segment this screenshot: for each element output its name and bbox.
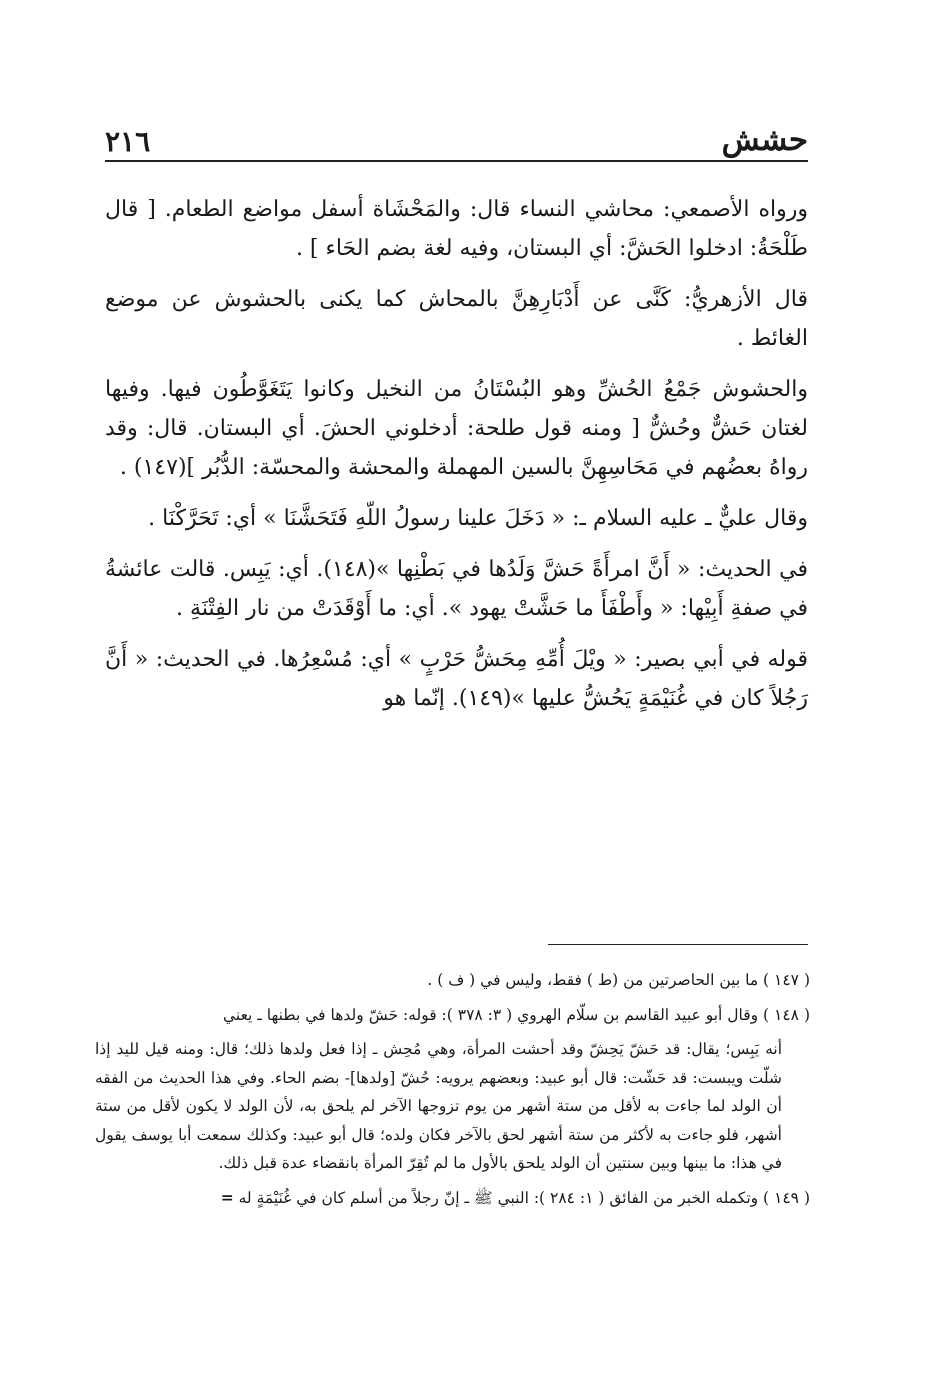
footnotes (95, 966, 810, 1218)
footnote-149 (95, 1184, 810, 1213)
footnote-148-continuation: أنه يَبِس؛ يقال: قد حَشّ يَحِشّ وقد أحشت المرأة، وهي مُحِش ـ إذا فعل ولدها ذلك؛ قال: ومنه قيل لليد إذا شلّت ويبست: قد حَشّت: قال أبو عبيد: وبعضهم يرويه: حُشّ [ولدها]- بضم الحاء. وفي هذا الحديث من الفقه أن الولد لما جاءت به لأقل من ستة أشهر من يوم تزوجها الآخر لم يلحق به، لأن الولد لا يكون لأقل من ستة أشهر، فلو جاءت به لأكثر من ستة أشهر لحق بالآخر فكان ولده؛ قال أبو عبيد: وكذلك سمعت أبا يوسف يقول في هذا: ما بينها وبين سنتين أن الولد يلحق بالأول ما لم تُقِرّ المرأة بانقضاء عدة قبل ذلك. (95, 1040, 782, 1172)
running-title: حشش (721, 122, 808, 158)
footnote-147: ( ١٤٧ ) ما بين الحاصرتين من (ط ) فقط، وليس في ( ف ) . (427, 971, 810, 989)
page-header (105, 108, 808, 158)
continuation-mark: = (220, 1187, 234, 1207)
footnote-149-text: ( ١٤٩ ) وتكمله الخبر من الفائق ( ١: ٢٨٤ ): النبي ﷺ ـ إنّ رجلاً من أسلم كان في غُنَيْمَةٍ له (238, 1188, 810, 1207)
paragraph: قوله في أبي بصير: « ويْلَ أُمِّهِ مِحَشُّ حَرْبٍ » أي: مُسْعِرُها. في الحديث: « أَنَّ رَجُلاً كان في غُنَيْمَةٍ يَحُشُّ عليها »(١٤٩). إنّما هو (105, 647, 808, 711)
header-rule (105, 160, 808, 162)
main-text (105, 190, 808, 730)
footnote-148: ( ١٤٨ ) وقال أبو عبيد القاسم بن سلّام الهروي ( ٣: ٣٧٨ ): قوله: حَشّ ولدها في بطنها ـ يعني (222, 1005, 810, 1024)
paragraph: في الحديث: « أَنَّ امرأَةً حَشَّ وَلَدُها في بَطْنِها »(١٤٨). أي: يَبِس. قالت عائشةُ في صفةِ أَبِيْها: « وأَطْفَأَ ما حَشَّتْ يهود ». أي: ما أَوْقَدَتْ من نار الفِتْنَةِ . (105, 557, 809, 621)
paragraph: ورواه الأصمعي: محاشي النساء قال: والمَحْشَاة أسفل مواضع الطعام. [ قال طَلْحَةُ: ادخلوا الحَشَّ: أي البستان، وفيه لغة بضم الحَاء ] . (105, 197, 808, 261)
footnote-rule (548, 944, 808, 945)
page-number: ٢١٦ (105, 125, 151, 158)
paragraph: قال الأزهريُّ: كَنَّى عن أَدْبَارِهِنَّ بالمحاش كما يكنى بالحشوش عن موضع الغائط . (105, 287, 808, 351)
paragraph: والحشوش جَمْعُ الحُشِّ وهو البُسْتَانُ من النخيل وكانوا يَتَغَوَّطُون فيها. وفيها لغتان حَشٌّ وحُشٌّ [ ومنه قول طلحة: أدخلوني الحشَ. أي البستان. قال: وقد رواهُ بعضُهم في مَحَاسِهِنَّ بالسين المهملة والمحشة والمحسّة: الدُّبُر ](١٤٧) . (105, 377, 808, 480)
paragraph: وقال عليٌّ ـ عليه السلام ـ: « دَخَلَ علينا رسولُ اللّهِ فَتَحَشَّنَا » أي: تَحَرَّكْنَا . (148, 506, 808, 531)
